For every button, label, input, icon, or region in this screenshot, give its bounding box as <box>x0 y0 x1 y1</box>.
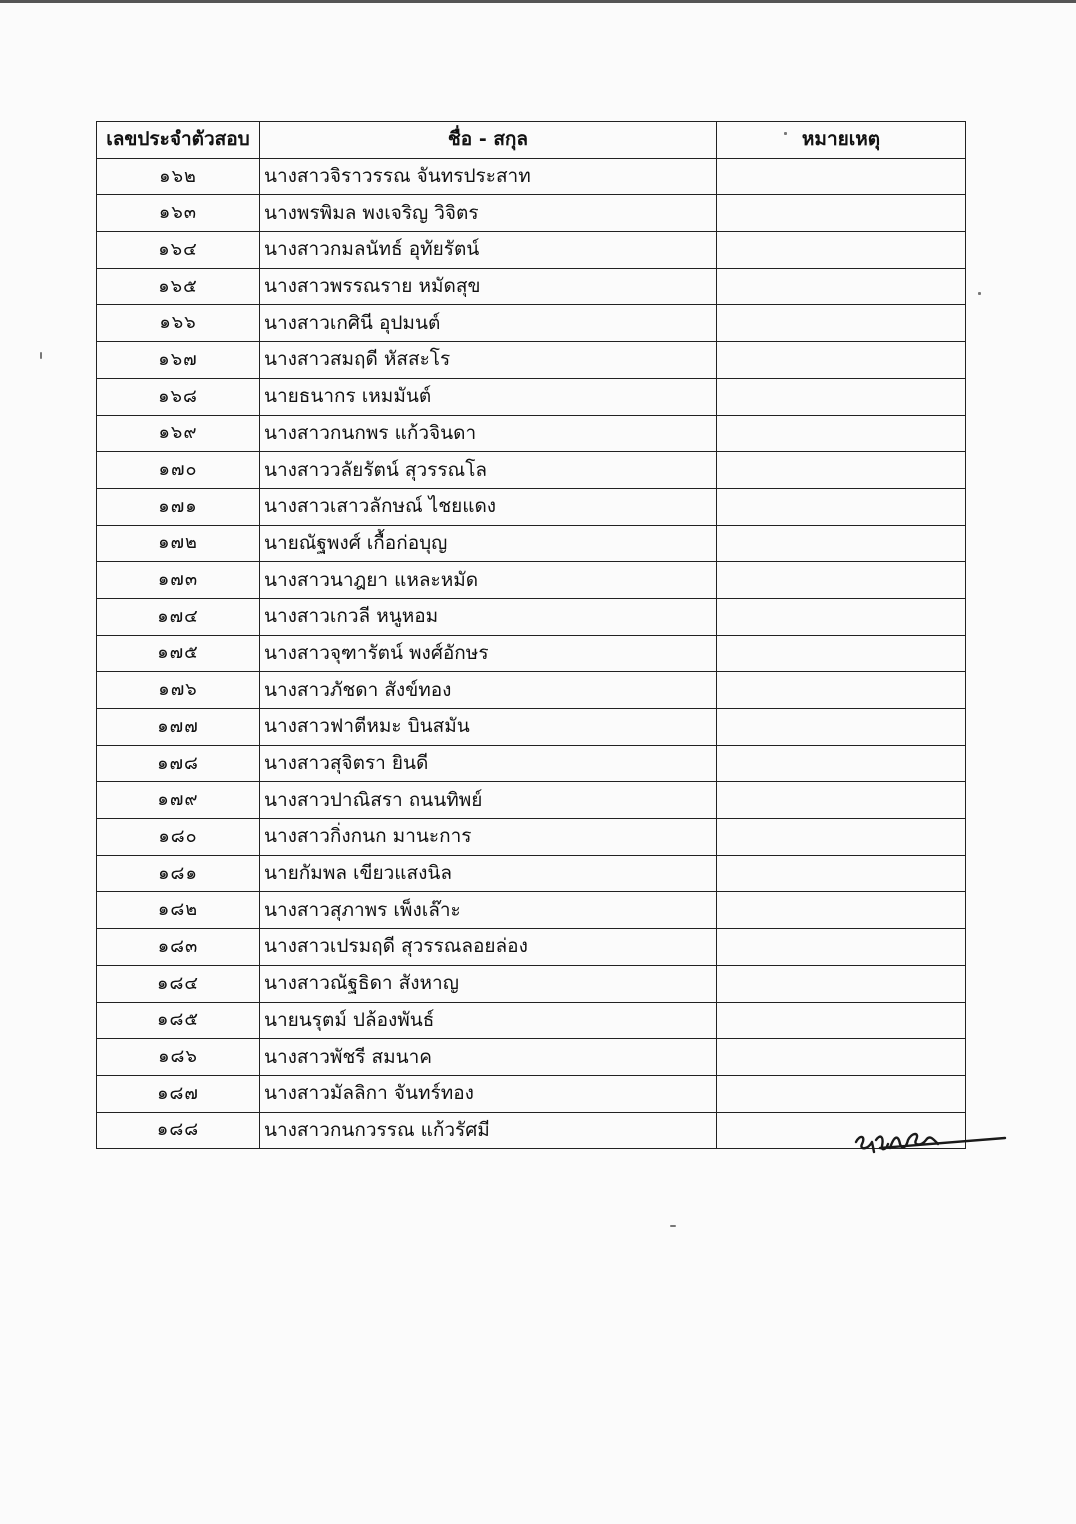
table-row <box>97 1112 966 1149</box>
remark-cell <box>717 378 966 415</box>
remark-cell <box>717 1002 966 1039</box>
table-row <box>97 488 966 525</box>
scan-speck <box>670 1225 676 1227</box>
exam-id-cell: ๑๖๙ <box>97 415 260 452</box>
remark-cell <box>717 562 966 599</box>
table-row <box>97 1002 966 1039</box>
full-name-cell: นายธนากร เหมมันต์ <box>260 378 717 415</box>
table-row <box>97 965 966 1002</box>
remark-cell <box>717 268 966 305</box>
full-name-cell: นางสาวกิ่งกนก มานะการ <box>260 819 717 856</box>
full-name-cell: นางสาวฟาตีหมะ บินสมัน <box>260 709 717 746</box>
remark-cell <box>717 342 966 379</box>
exam-id-cell: ๑๘๕ <box>97 1002 260 1039</box>
header-row <box>97 122 966 159</box>
table-row <box>97 195 966 232</box>
remark-cell <box>717 415 966 452</box>
remark-cell <box>717 232 966 269</box>
remark-cell <box>717 488 966 525</box>
full-name-cell: นายณัฐพงศ์ เกื้อก่อบุญ <box>260 525 717 562</box>
exam-id-cell: ๑๗๒ <box>97 525 260 562</box>
exam-id-cell: ๑๗๑ <box>97 488 260 525</box>
full-name-cell: นางสาวพรรณราย หมัดสุข <box>260 268 717 305</box>
remark-cell <box>717 855 966 892</box>
remark-cell <box>717 452 966 489</box>
exam-id-cell: ๑๖๖ <box>97 305 260 342</box>
header-remark: หมายเหตุ <box>717 122 966 159</box>
remark-cell <box>717 305 966 342</box>
scan-speck <box>784 132 787 135</box>
exam-id-cell: ๑๘๔ <box>97 965 260 1002</box>
table-row <box>97 378 966 415</box>
remark-cell <box>717 635 966 672</box>
full-name-cell: นางสาวกนกพร แก้วจินดา <box>260 415 717 452</box>
exam-id-cell: ๑๖๔ <box>97 232 260 269</box>
exam-id-cell: ๑๖๕ <box>97 268 260 305</box>
table-body <box>97 158 966 1149</box>
table-row <box>97 855 966 892</box>
table-row <box>97 782 966 819</box>
handwritten-signature-icon <box>850 1118 1015 1160</box>
exam-id-cell: ๑๖๒ <box>97 158 260 195</box>
exam-id-cell: ๑๗๘ <box>97 745 260 782</box>
table-row <box>97 892 966 929</box>
exam-id-cell: ๑๘๓ <box>97 929 260 966</box>
exam-id-cell: ๑๗๕ <box>97 635 260 672</box>
full-name-cell: นางสาวปาณิสรา ถนนทิพย์ <box>260 782 717 819</box>
header-exam-id: เลขประจำตัวสอบ <box>97 122 260 159</box>
table-row <box>97 525 966 562</box>
table-row <box>97 672 966 709</box>
table-row <box>97 709 966 746</box>
remark-cell <box>717 745 966 782</box>
exam-id-cell: ๑๗๙ <box>97 782 260 819</box>
remark-cell <box>717 709 966 746</box>
exam-id-cell: ๑๘๐ <box>97 819 260 856</box>
table-row <box>97 819 966 856</box>
full-name-cell: นางสาวพัชรี สมนาค <box>260 1039 717 1076</box>
exam-id-cell: ๑๘๑ <box>97 855 260 892</box>
full-name-cell: นายนรุตม์ ปล้องพันธ์ <box>260 1002 717 1039</box>
full-name-cell: นางสาวเกวลี หนูหอม <box>260 598 717 635</box>
remark-cell <box>717 1039 966 1076</box>
full-name-cell: นางสาวมัลลิกา จันทร์ทอง <box>260 1075 717 1112</box>
scan-speck <box>978 292 981 295</box>
table-row <box>97 598 966 635</box>
table-row <box>97 158 966 195</box>
full-name-cell: นางสาวกมลนัทธ์ อุทัยรัตน์ <box>260 232 717 269</box>
page-top-edge <box>0 0 1076 3</box>
remark-cell <box>717 819 966 856</box>
full-name-cell: นางพรพิมล พงเจริญ วิจิตร <box>260 195 717 232</box>
full-name-cell: นางสาวณัฐธิดา สังหาญ <box>260 965 717 1002</box>
exam-id-cell: ๑๘๘ <box>97 1112 260 1149</box>
remark-cell <box>717 672 966 709</box>
remark-cell <box>717 782 966 819</box>
exam-id-cell: ๑๖๘ <box>97 378 260 415</box>
exam-id-cell: ๑๖๗ <box>97 342 260 379</box>
full-name-cell: นางสาววลัยรัตน์ สุวรรณโล <box>260 452 717 489</box>
table-header <box>97 122 966 159</box>
remark-cell <box>717 525 966 562</box>
remark-cell <box>717 965 966 1002</box>
table-row <box>97 232 966 269</box>
exam-id-cell: ๑๗๐ <box>97 452 260 489</box>
full-name-cell: นางสาวภัชดา สังข์ทอง <box>260 672 717 709</box>
full-name-cell: นางสาวจิราวรรณ จันทรประสาท <box>260 158 717 195</box>
table-row <box>97 342 966 379</box>
candidate-table <box>96 121 966 1149</box>
full-name-cell: นางสาวเสาวลักษณ์ ไชยแดง <box>260 488 717 525</box>
exam-id-cell: ๑๖๓ <box>97 195 260 232</box>
full-name-cell: นางสาวกนกวรรณ แก้วรัศมี <box>260 1112 717 1149</box>
table-row <box>97 415 966 452</box>
full-name-cell: นางสาวสุจิตรา ยินดี <box>260 745 717 782</box>
exam-id-cell: ๑๗๗ <box>97 709 260 746</box>
table-row <box>97 562 966 599</box>
exam-id-cell: ๑๗๓ <box>97 562 260 599</box>
full-name-cell: นางสาวสุภาพร เพ็งเล๊าะ <box>260 892 717 929</box>
header-full-name: ชื่อ - สกุล <box>260 122 717 159</box>
table-row <box>97 305 966 342</box>
remark-cell <box>717 929 966 966</box>
full-name-cell: นางสาวนาฎยา แหละหมัด <box>260 562 717 599</box>
table-row <box>97 929 966 966</box>
scan-speck <box>40 352 42 359</box>
full-name-cell: นางสาวสมฤดี หัสสะโร <box>260 342 717 379</box>
table-row <box>97 268 966 305</box>
table-row <box>97 635 966 672</box>
remark-cell <box>717 158 966 195</box>
table-row <box>97 1075 966 1112</box>
exam-id-cell: ๑๘๖ <box>97 1039 260 1076</box>
remark-cell <box>717 195 966 232</box>
exam-id-cell: ๑๘๗ <box>97 1075 260 1112</box>
table-row <box>97 745 966 782</box>
full-name-cell: นางสาวจุฑารัตน์ พงศ์อักษร <box>260 635 717 672</box>
remark-cell <box>717 598 966 635</box>
table-row <box>97 1039 966 1076</box>
table-row <box>97 452 966 489</box>
full-name-cell: นางสาวเปรมฤดี สุวรรณลอยล่อง <box>260 929 717 966</box>
remark-cell <box>717 892 966 929</box>
exam-id-cell: ๑๗๖ <box>97 672 260 709</box>
remark-cell <box>717 1075 966 1112</box>
exam-id-cell: ๑๗๔ <box>97 598 260 635</box>
full-name-cell: นางสาวเกศินี อุปมนต์ <box>260 305 717 342</box>
exam-id-cell: ๑๘๒ <box>97 892 260 929</box>
full-name-cell: นายกัมพล เขียวแสงนิล <box>260 855 717 892</box>
